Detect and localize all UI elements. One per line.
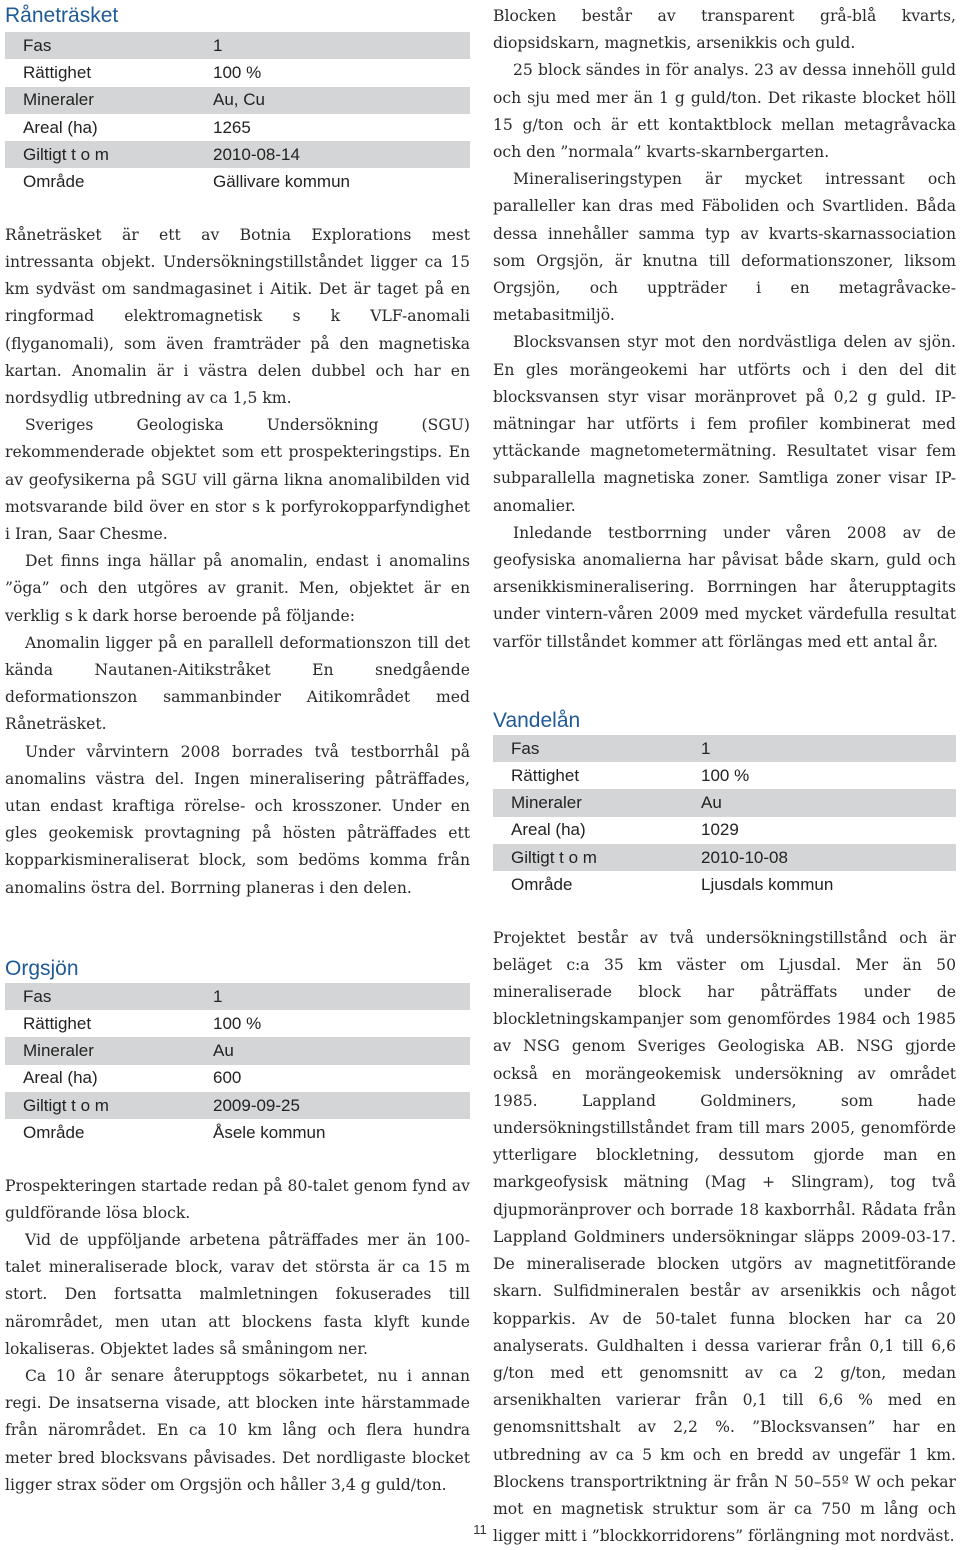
left-column <box>5 0 470 1499</box>
fact-label: Mineraler <box>493 789 701 816</box>
section-title-vandelan: Vandelån <box>493 708 581 732</box>
fact-label: Areal (ha) <box>511 820 586 840</box>
paragraph: Sveriges Geologiska Undersökning (SGU) rekommenderade objektet som ett prospekteringstips. En av geofysikerna på SGU vill gärna likna anomalibilden vid motsvarande bild över en stor s k porfyrokopparfyndighet i Iran, Saar Chesme. <box>5 416 470 544</box>
body-text-orgsjon-continued <box>493 3 956 656</box>
fact-label: Fas <box>493 735 701 762</box>
paragraph: Blocksvansen styr mot den nordvästliga delen av sjön. En gles morängeokemi har utförts och i den del dit blocksvansen styr visar moränprovet på 0,2 g guld. IP-mätningar har utförts i fem profiler kombinerat med yttäckande magnetometermätning. Resultatet visar fem subparallella magnetiska zoner. Samtliga zoner visar IP-anomalier. <box>493 333 956 515</box>
page-number: 11 <box>473 1522 487 1537</box>
fact-value: 1 <box>213 32 470 59</box>
paragraph: Under vårvintern 2008 borrades två testborrhål på anomalins västra del. Ingen mineralisering påträffades, utan endast kraftiga rörelse- och krosszoner. Under en gles geokemisk provtagning på hösten påträffades ett kopparkismineraliserat block, som bedöms komma från anomalins östra del. Borrning planeras i den delen. <box>5 742 470 897</box>
facts-table-vandelan <box>493 735 956 899</box>
paragraph: Vid de uppföljande arbetena påträffades mer än 100-talet mineraliserade block, varav det största är ca 15 m stort. Den fortsatta malmletningen fokuserades till närområdet, men utan att blockens fasta klyft kunde lokaliseras. Objektet lades så småningom ner. <box>5 1231 470 1358</box>
fact-label: Fas <box>5 983 213 1010</box>
fact-value: 2010-08-14 <box>213 141 470 168</box>
fact-value: 1265 <box>213 117 251 137</box>
fact-value: 2009-09-25 <box>213 1092 470 1119</box>
fact-label: Rättighet <box>511 765 580 785</box>
paragraph: Projektet består av två undersökningstillstånd och är beläget c:a 35 km väster om Ljusdal. Mer än 50 mineraliserade block har påträffats under de blockletningskampanjer som genomfördes 1984 och 1985 av NSG genom Sveriges Geologiska AB. NSG gjorde också en morängeokemisk undersökning av området 1985. Lappland Goldminers, som hade undersökningstillståndet fram till mars 2005, genomförde ytterligare blockletning, dessutom gjorde man en markgeofysisk mätning (Mag + Slingram), tog två djupmoränprover och borrade 18 kaxborrhål. Rådata från Lappland Goldminers undersökningar släpps 2009-03-17. De mineraliserade blocken utgörs av magnetitförande skarn. Sulfidmineralen består av arsenikkis och något kopparkis. Av de 50-talet funna blocken har ca 20 analyserats. Guldhalten i dessa varierar från 0,1 till 6,6 g/ton med ett genomsnitt av ca 2 g/ton, medan arsenikhalten varierar från 0,1 till 6,6 % med en genomsnittshalt av 2,2 %. ”Blocksvansen” har en utbredning av ca 5 km och en bredd av ungefär 1 km. Blockens transportriktning är från N 50–55º W och pekar mot en magnetisk struktur som är ca 750 m lång och ligger mitt i ”blockkorridorens” förlängning mot nordväst. <box>493 928 956 1546</box>
paragraph: Blocken består av transparent grå-blå kvarts, diopsidskarn, magnetkis, arsenikkis och guld. <box>493 7 956 53</box>
fact-value: 1 <box>701 735 956 762</box>
fact-label: Område <box>511 875 573 894</box>
fact-value: Åsele kommun <box>213 1122 326 1142</box>
fact-value: 100 % <box>213 62 262 82</box>
paragraph: Råneträsket är ett av Botnia Explorations mest intressanta objekt. Undersökningstillståndet ligger ca 15 km sydväst om sandmagasinet i Aitik. Det är taget på en ringformad elektromagnetisk s k VLF-anomali (flyganomali), som även framträder på den magnetiska kartan. Anomalin är i västra delen dubbel och har en nordsydlig utbredning av ca 1,5 km. <box>5 225 470 407</box>
paragraph: Prospekteringen startade redan på 80-talet genom fynd av guldförande lösa block. <box>5 1176 470 1222</box>
fact-value: 2010-10-08 <box>701 844 956 871</box>
fact-label: Mineraler <box>5 1037 213 1064</box>
section-title-raneträsket: Råneträsket <box>5 4 119 27</box>
fact-label: Giltigt t o m <box>5 141 213 168</box>
right-column <box>493 0 956 1550</box>
fact-value: Au <box>701 789 956 816</box>
paragraph: Ca 10 år senare återupptogs sökarbetet, nu i annan regi. De insatserna visade, att blocken inte härstammade från närområdet. En ca 10 km lång och flera hundra meter bred blocksvans påvisades. Det nordligaste blocket ligger strax söder om Orgsjön och håller 3,4 g guld/ton. <box>5 1367 470 1494</box>
fact-label: Giltigt t o m <box>493 844 701 871</box>
fact-label: Område <box>23 1122 85 1142</box>
fact-label: Areal (ha) <box>23 1068 98 1088</box>
paragraph: Mineraliseringstypen är mycket intressant och paralleller kan dras med Fäboliden och Svartliden. Båda dessa innehåller samma typ av kvarts-skarnassociation som Orgsjön, är knutna till deformationszoner, liksom Orgsjön, och uppträder i en metagråvacke-metabasitmiljö. <box>493 170 956 325</box>
fact-label: Giltigt t o m <box>5 1092 213 1119</box>
section-title-orgsjon: Orgsjön <box>5 956 79 980</box>
paragraph: Anomalin ligger på en parallell deformationszon till det kända Nautanen-Aitikstråket En snedgående deformationszon sammanbinder Aitikområdet med Råneträsket. <box>5 633 470 734</box>
fact-value: 1029 <box>701 820 739 840</box>
fact-label: Rättighet <box>23 62 92 82</box>
fact-value: Ljusdals kommun <box>701 875 834 894</box>
fact-label: Mineraler <box>5 87 213 114</box>
fact-value: Au <box>213 1037 470 1064</box>
fact-label: Område <box>23 172 85 192</box>
fact-label: Areal (ha) <box>23 117 98 137</box>
paragraph: Det finns inga hällar på anomalin, endast i anomalins ”öga” och den utgöres av granit. Men, objektet är en verklig s k dark horse beroende på följande: <box>5 552 470 625</box>
fact-value: Gällivare kommun <box>213 172 350 192</box>
facts-table-raneträsket <box>5 32 470 196</box>
fact-value: 100 % <box>213 1013 262 1033</box>
facts-table-orgsjon <box>5 983 470 1147</box>
fact-label: Fas <box>5 32 213 59</box>
fact-label: Rättighet <box>23 1013 92 1033</box>
paragraph: 25 block sändes in för analys. 23 av dessa innehöll guld och sju med mer än 1 g guld/ton. Det rikaste blocket höll 15 g/ton och är ett kontaktblock mellan metagråvacka och den ”normala” kvarts-skarnbergarten. <box>493 61 956 162</box>
body-text-vandelan <box>493 925 956 1550</box>
fact-value: 600 <box>213 1068 242 1088</box>
fact-value: Au, Cu <box>213 87 470 114</box>
body-text-orgsjon <box>5 1173 470 1499</box>
fact-value: 100 % <box>701 765 750 785</box>
paragraph: Inledande testborrning under våren 2008 av de geofysiska anomalierna har påvisat både skarn, guld och arsenikkismineralisering. Borrningen har återupptagits under vintern-våren 2009 med mycket värdefulla resultat varför tillståndet kommer att förlängas med ett antal år. <box>493 523 956 651</box>
body-text-raneträsket <box>5 222 470 902</box>
fact-value: 1 <box>213 983 470 1010</box>
